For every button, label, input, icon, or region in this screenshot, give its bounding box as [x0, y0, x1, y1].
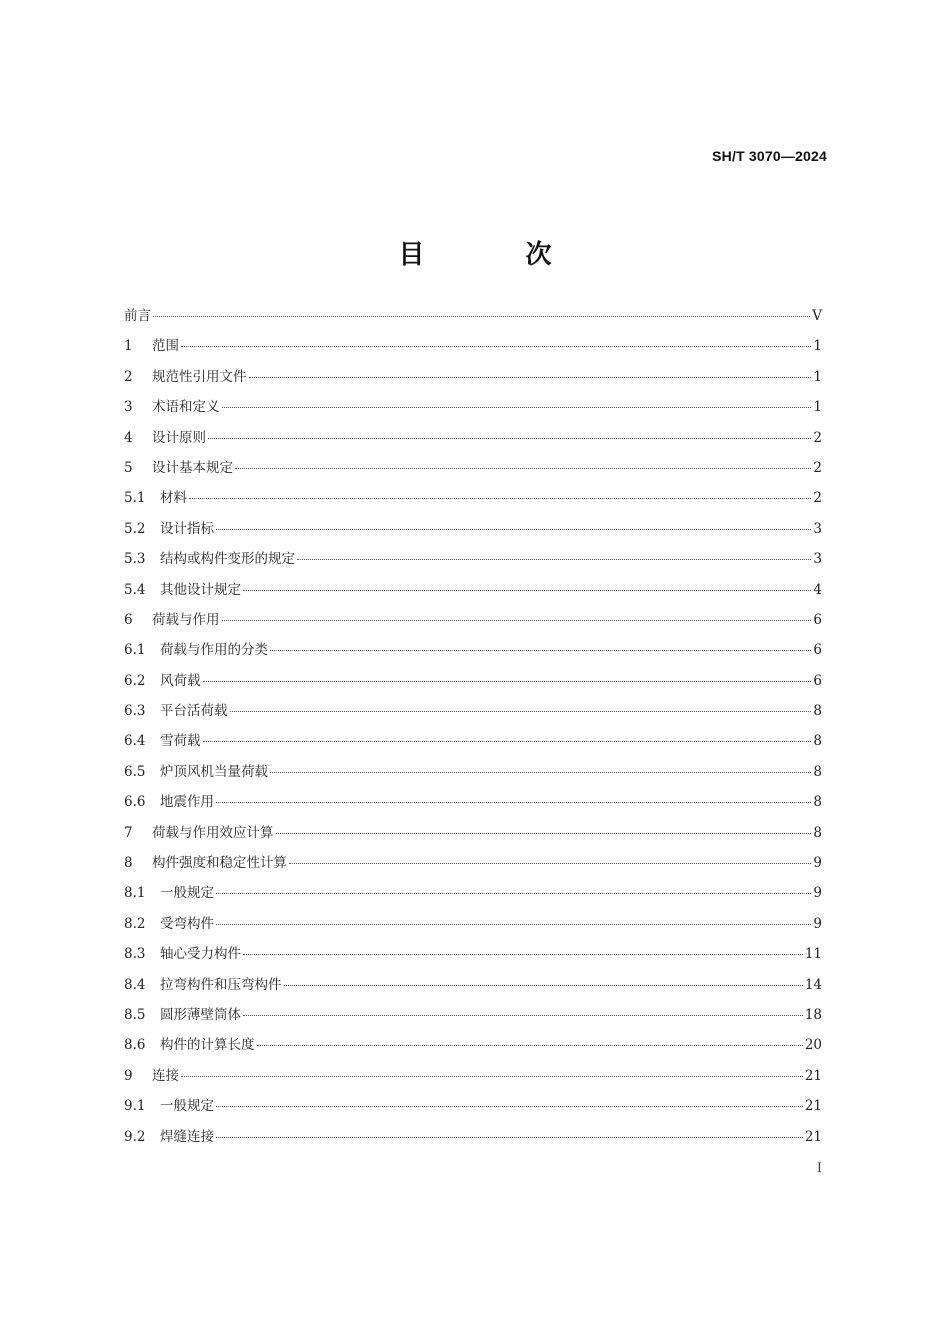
- toc-entry-number: 8.2: [124, 915, 146, 932]
- toc-entry-label: 炉顶风机当量荷载: [160, 763, 268, 780]
- toc-entry-label: 前言: [124, 308, 151, 324]
- toc-entry-number: 6: [124, 611, 133, 628]
- page-number: I: [816, 1161, 822, 1176]
- toc-entry-page: 6: [813, 642, 822, 659]
- toc-dot-leader: [257, 1045, 803, 1046]
- toc-entry-label: 拉弯构件和压弯构件: [160, 976, 282, 993]
- toc-dot-leader: [216, 529, 811, 530]
- toc-entry[interactable]: [124, 1030, 822, 1060]
- toc-entry-label: 荷载与作用效应计算: [152, 824, 274, 841]
- toc-entry-label: 构件的计算长度: [160, 1037, 255, 1054]
- standard-code: SH/T 3070—2024: [712, 148, 827, 164]
- toc-entry-page: 8: [813, 763, 822, 780]
- toc-dot-leader: [203, 741, 812, 742]
- toc-entry-number: 8.1: [124, 885, 146, 902]
- toc-entry-number: 9.2: [124, 1128, 146, 1145]
- toc-dot-leader: [216, 1137, 803, 1138]
- toc-dot-leader: [230, 711, 812, 712]
- toc-entry[interactable]: [124, 848, 822, 878]
- toc-dot-leader: [216, 802, 811, 803]
- toc-entry-label: 荷载与作用的分类: [160, 642, 268, 659]
- toc-dot-leader: [297, 559, 811, 560]
- toc-entry[interactable]: [124, 666, 822, 696]
- toc-entry-page: 2: [813, 459, 822, 476]
- toc-entry-number: 8: [124, 855, 133, 872]
- toc-entry[interactable]: [124, 1091, 822, 1121]
- toc-entry-number: 6.5: [124, 763, 146, 780]
- toc-dot-leader: [289, 863, 811, 864]
- toc-entry[interactable]: [124, 909, 822, 939]
- toc-entry-number: 6.1: [124, 642, 146, 659]
- toc-entry[interactable]: [124, 970, 822, 1000]
- toc-entry-page: 18: [804, 1006, 822, 1023]
- toc-entry[interactable]: [124, 392, 822, 422]
- toc-dot-leader: [243, 954, 803, 955]
- toc-dot-leader: [216, 924, 811, 925]
- toc-entry-page: 9: [813, 915, 822, 932]
- toc-entry[interactable]: [124, 362, 822, 392]
- toc-entry[interactable]: [124, 818, 822, 848]
- toc-dot-leader: [284, 985, 803, 986]
- toc-entry-page: 4: [813, 581, 822, 598]
- toc-dot-leader: [235, 468, 811, 469]
- toc-entry-label: 规范性引用文件: [152, 368, 247, 385]
- toc-dot-leader: [153, 316, 810, 317]
- toc-entry-number: 8.6: [124, 1037, 146, 1054]
- toc-entry-label: 一般规定: [160, 885, 214, 902]
- toc-entry[interactable]: [124, 575, 822, 605]
- toc-entry-label: 设计指标: [160, 520, 214, 537]
- toc-entry-number: 2: [124, 368, 133, 385]
- toc-entry-number: 5: [124, 459, 133, 476]
- toc-entry-page: 1: [813, 399, 822, 416]
- toc-dot-leader: [181, 346, 811, 347]
- toc-entry-label: 范围: [152, 338, 179, 355]
- toc-entry-number: 9: [124, 1067, 133, 1084]
- toc-entry-number: 6.6: [124, 794, 146, 811]
- toc-entry-label: 其他设计规定: [160, 581, 241, 598]
- toc-dot-leader: [222, 620, 812, 621]
- toc-entry-label: 平台活荷载: [160, 703, 228, 720]
- toc-entry-label: 受弯构件: [160, 915, 214, 932]
- toc-dot-leader: [249, 377, 812, 378]
- toc-entry-page: 8: [813, 703, 822, 720]
- toc-entry-number: 5.2: [124, 520, 146, 537]
- toc-dot-leader: [189, 498, 811, 499]
- toc-entry-page: 20: [804, 1037, 822, 1054]
- toc-dot-leader: [216, 893, 811, 894]
- toc-dot-leader: [270, 772, 811, 773]
- toc-entry[interactable]: [124, 331, 822, 361]
- toc-entry-label: 材料: [160, 490, 187, 507]
- toc-entry[interactable]: [124, 453, 822, 483]
- toc-entry[interactable]: [124, 423, 822, 453]
- toc-entry[interactable]: [124, 1000, 822, 1030]
- toc-entry-page: 1: [813, 368, 822, 385]
- toc-entry-number: 7: [124, 824, 133, 841]
- toc-dot-leader: [270, 650, 811, 651]
- toc-entry-page: 6: [813, 611, 822, 628]
- toc-dot-leader: [243, 1015, 803, 1016]
- toc-entry-page: 21: [804, 1098, 822, 1115]
- toc-entry-page: 8: [813, 824, 822, 841]
- toc-entry-number: 8.3: [124, 946, 146, 963]
- toc-entry[interactable]: [124, 1061, 822, 1091]
- toc-entry-page: 8: [813, 733, 822, 750]
- toc-dot-leader: [208, 438, 811, 439]
- toc-entry-page: 3: [813, 520, 822, 537]
- toc-dot-leader: [276, 833, 812, 834]
- toc-dot-leader: [203, 681, 812, 682]
- toc-entry-page: 2: [813, 429, 822, 446]
- toc-entry[interactable]: [124, 544, 822, 574]
- toc-entry-number: 6.3: [124, 703, 146, 720]
- toc-entry-label: 设计原则: [152, 429, 206, 446]
- toc-entry-label: 圆形薄壁筒体: [160, 1006, 241, 1023]
- toc-entry-page: 11: [804, 946, 822, 963]
- toc-entry[interactable]: [124, 1122, 822, 1152]
- toc-entry[interactable]: [124, 696, 822, 726]
- toc-entry-number: 5.1: [124, 490, 146, 507]
- toc-entry-page: 1: [813, 338, 822, 355]
- toc-entry-label: 风荷载: [160, 672, 201, 689]
- table-of-contents: [124, 301, 822, 1152]
- toc-entry-label: 连接: [152, 1067, 179, 1084]
- toc-entry-page: 9: [813, 885, 822, 902]
- toc-dot-leader: [181, 1076, 803, 1077]
- toc-dot-leader: [216, 1106, 803, 1107]
- toc-entry-page: 9: [813, 855, 822, 872]
- toc-entry-label: 地震作用: [160, 794, 214, 811]
- toc-entry-page: 3: [813, 551, 822, 568]
- toc-entry-page: 2: [813, 490, 822, 507]
- toc-entry-label: 轴心受力构件: [160, 946, 241, 963]
- toc-entry-label: 结构或构件变形的规定: [160, 551, 295, 568]
- toc-entry-number: 3: [124, 399, 133, 416]
- toc-entry[interactable]: [124, 635, 822, 665]
- toc-entry-number: 8.4: [124, 976, 146, 993]
- toc-entry-page: 21: [804, 1067, 822, 1084]
- toc-entry-number: 4: [124, 429, 133, 446]
- toc-entry-number: 5.4: [124, 581, 146, 598]
- toc-entry-label: 雪荷载: [160, 733, 201, 750]
- toc-dot-leader: [243, 590, 811, 591]
- toc-entry[interactable]: [124, 757, 822, 787]
- toc-entry[interactable]: [124, 483, 822, 513]
- toc-entry[interactable]: [124, 301, 822, 331]
- toc-entry-number: 8.5: [124, 1006, 146, 1023]
- toc-entry[interactable]: [124, 878, 822, 908]
- toc-entry[interactable]: [124, 939, 822, 969]
- toc-entry-label: 荷载与作用: [152, 611, 220, 628]
- toc-entry-page: 8: [813, 794, 822, 811]
- toc-entry-page: V: [812, 308, 822, 324]
- toc-entry-number: 6.2: [124, 672, 146, 689]
- toc-entry[interactable]: [124, 787, 822, 817]
- toc-entry-label: 构件强度和稳定性计算: [152, 855, 287, 872]
- toc-entry-page: 6: [813, 672, 822, 689]
- toc-entry-label: 焊缝连接: [160, 1128, 214, 1145]
- toc-entry-page: 21: [804, 1128, 822, 1145]
- toc-entry-number: 6.4: [124, 733, 146, 750]
- toc-entry-label: 设计基本规定: [152, 459, 233, 476]
- toc-entry-number: 9.1: [124, 1098, 146, 1115]
- page-title: 目 次: [398, 240, 598, 270]
- toc-entry[interactable]: [124, 605, 822, 635]
- toc-entry-number: 1: [124, 338, 133, 355]
- toc-entry-label: 术语和定义: [152, 399, 220, 416]
- toc-entry-number: 5.3: [124, 551, 146, 568]
- toc-entry-label: 一般规定: [160, 1098, 214, 1115]
- toc-entry[interactable]: [124, 514, 822, 544]
- toc-entry[interactable]: [124, 726, 822, 756]
- toc-dot-leader: [222, 407, 812, 408]
- toc-entry-page: 14: [804, 976, 822, 993]
